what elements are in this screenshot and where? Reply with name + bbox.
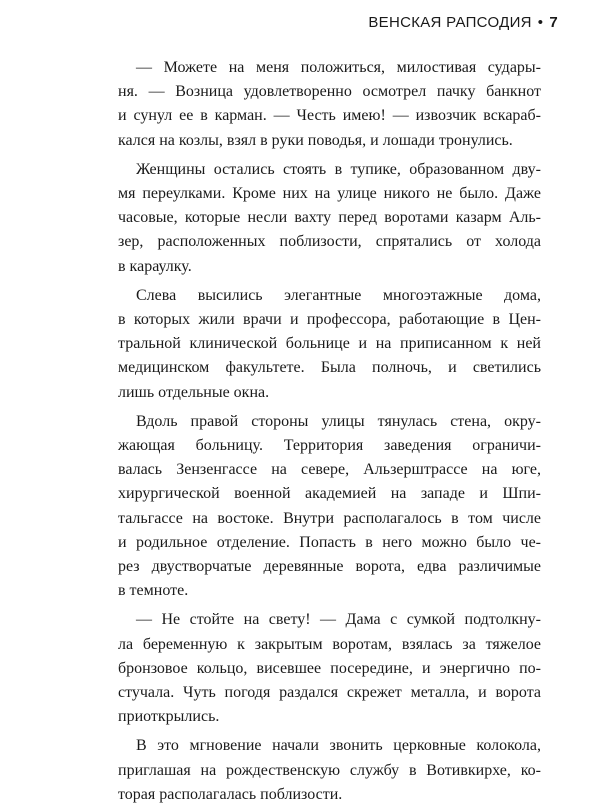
text-line: мя переулками. Кроме них на улице никого не было. Даже xyxy=(118,185,541,203)
paragraph xyxy=(118,410,541,604)
text-line: тральной клинической больнице и на приписанном к ней xyxy=(118,335,541,353)
book-title: ВЕНСКАЯ РАПСОДИЯ xyxy=(368,14,532,31)
text-line: медицинском факультете. Была полночь, и светились xyxy=(118,359,541,377)
paragraph xyxy=(118,734,541,807)
text-line: бронзовое кольцо, висевшее посередине, и энергично по- xyxy=(118,659,541,677)
text-line: торая располагалась поблизости. xyxy=(118,785,343,803)
text-line: валась Зензенгассе на севере, Альзерштрассе на юге, xyxy=(118,461,541,479)
text-line: жающая больницу. Территория заведения ограничи- xyxy=(118,437,541,455)
text-line: В это мгновение начали звонить церковные колокола, xyxy=(136,737,541,755)
text-line: ла беременную к закрытым воротам, взялась за тяжелое xyxy=(118,635,541,653)
text-line: кался на козлы, взял в руки поводья, и лошади тронулись. xyxy=(118,131,513,149)
text-line: в темноте. xyxy=(118,582,189,600)
text-line: Вдоль правой стороны улицы тянулась стена, окру- xyxy=(136,412,541,430)
text-line: лишь отдельные окна. xyxy=(118,383,270,401)
text-line: стучала. Чуть погодя раздался скрежет металла, и ворота xyxy=(118,684,541,702)
page-number: 7 xyxy=(549,14,558,31)
text-line: Слева высились элегантные многоэтажные дома, xyxy=(136,286,541,304)
text-line: — Можете на меня положиться, милостивая судары- xyxy=(136,59,541,76)
text-line: хирургической военной академией на западе и Шпи- xyxy=(118,485,541,503)
text-line: часовые, которые несли вахту перед воротами казарм Аль- xyxy=(118,209,541,227)
paragraph xyxy=(118,158,541,279)
header-separator: • xyxy=(537,14,544,31)
text-line: приглашая на рождественскую службу в Вотивкирхе, ко- xyxy=(118,761,541,779)
paragraph xyxy=(118,56,541,153)
text-line: в которых жили врачи и профессора, работающие в Цен- xyxy=(118,311,541,329)
paragraph xyxy=(118,608,541,729)
text-line: ня. — Возница удовлетворенно осмотрел пачку банкнот xyxy=(118,83,541,101)
text-line: — Не стойте на свету! — Дама с сумкой подтолкну- xyxy=(136,611,541,629)
text-line: тальгассе на востоке. Внутри располагалось в том числе xyxy=(118,509,541,527)
text-line: рез двустворчатые деревянные ворота, едва различимые xyxy=(118,558,541,576)
running-header xyxy=(368,14,558,31)
text-line: и родильное отделение. Попасть в него можно было че- xyxy=(118,533,541,551)
text-line: приоткрылись. xyxy=(118,708,220,726)
text-line: Женщины остались стоять в тупике, образованном дву- xyxy=(136,160,541,178)
text-line: и сунул ее в карман. — Честь имею! — извозчик вскараб- xyxy=(118,107,541,125)
text-line: зер, расположенных поблизости, спрятались от холода xyxy=(118,233,541,251)
text-line: в караулку. xyxy=(118,257,192,275)
paragraph xyxy=(118,284,541,405)
body-text xyxy=(118,56,541,812)
